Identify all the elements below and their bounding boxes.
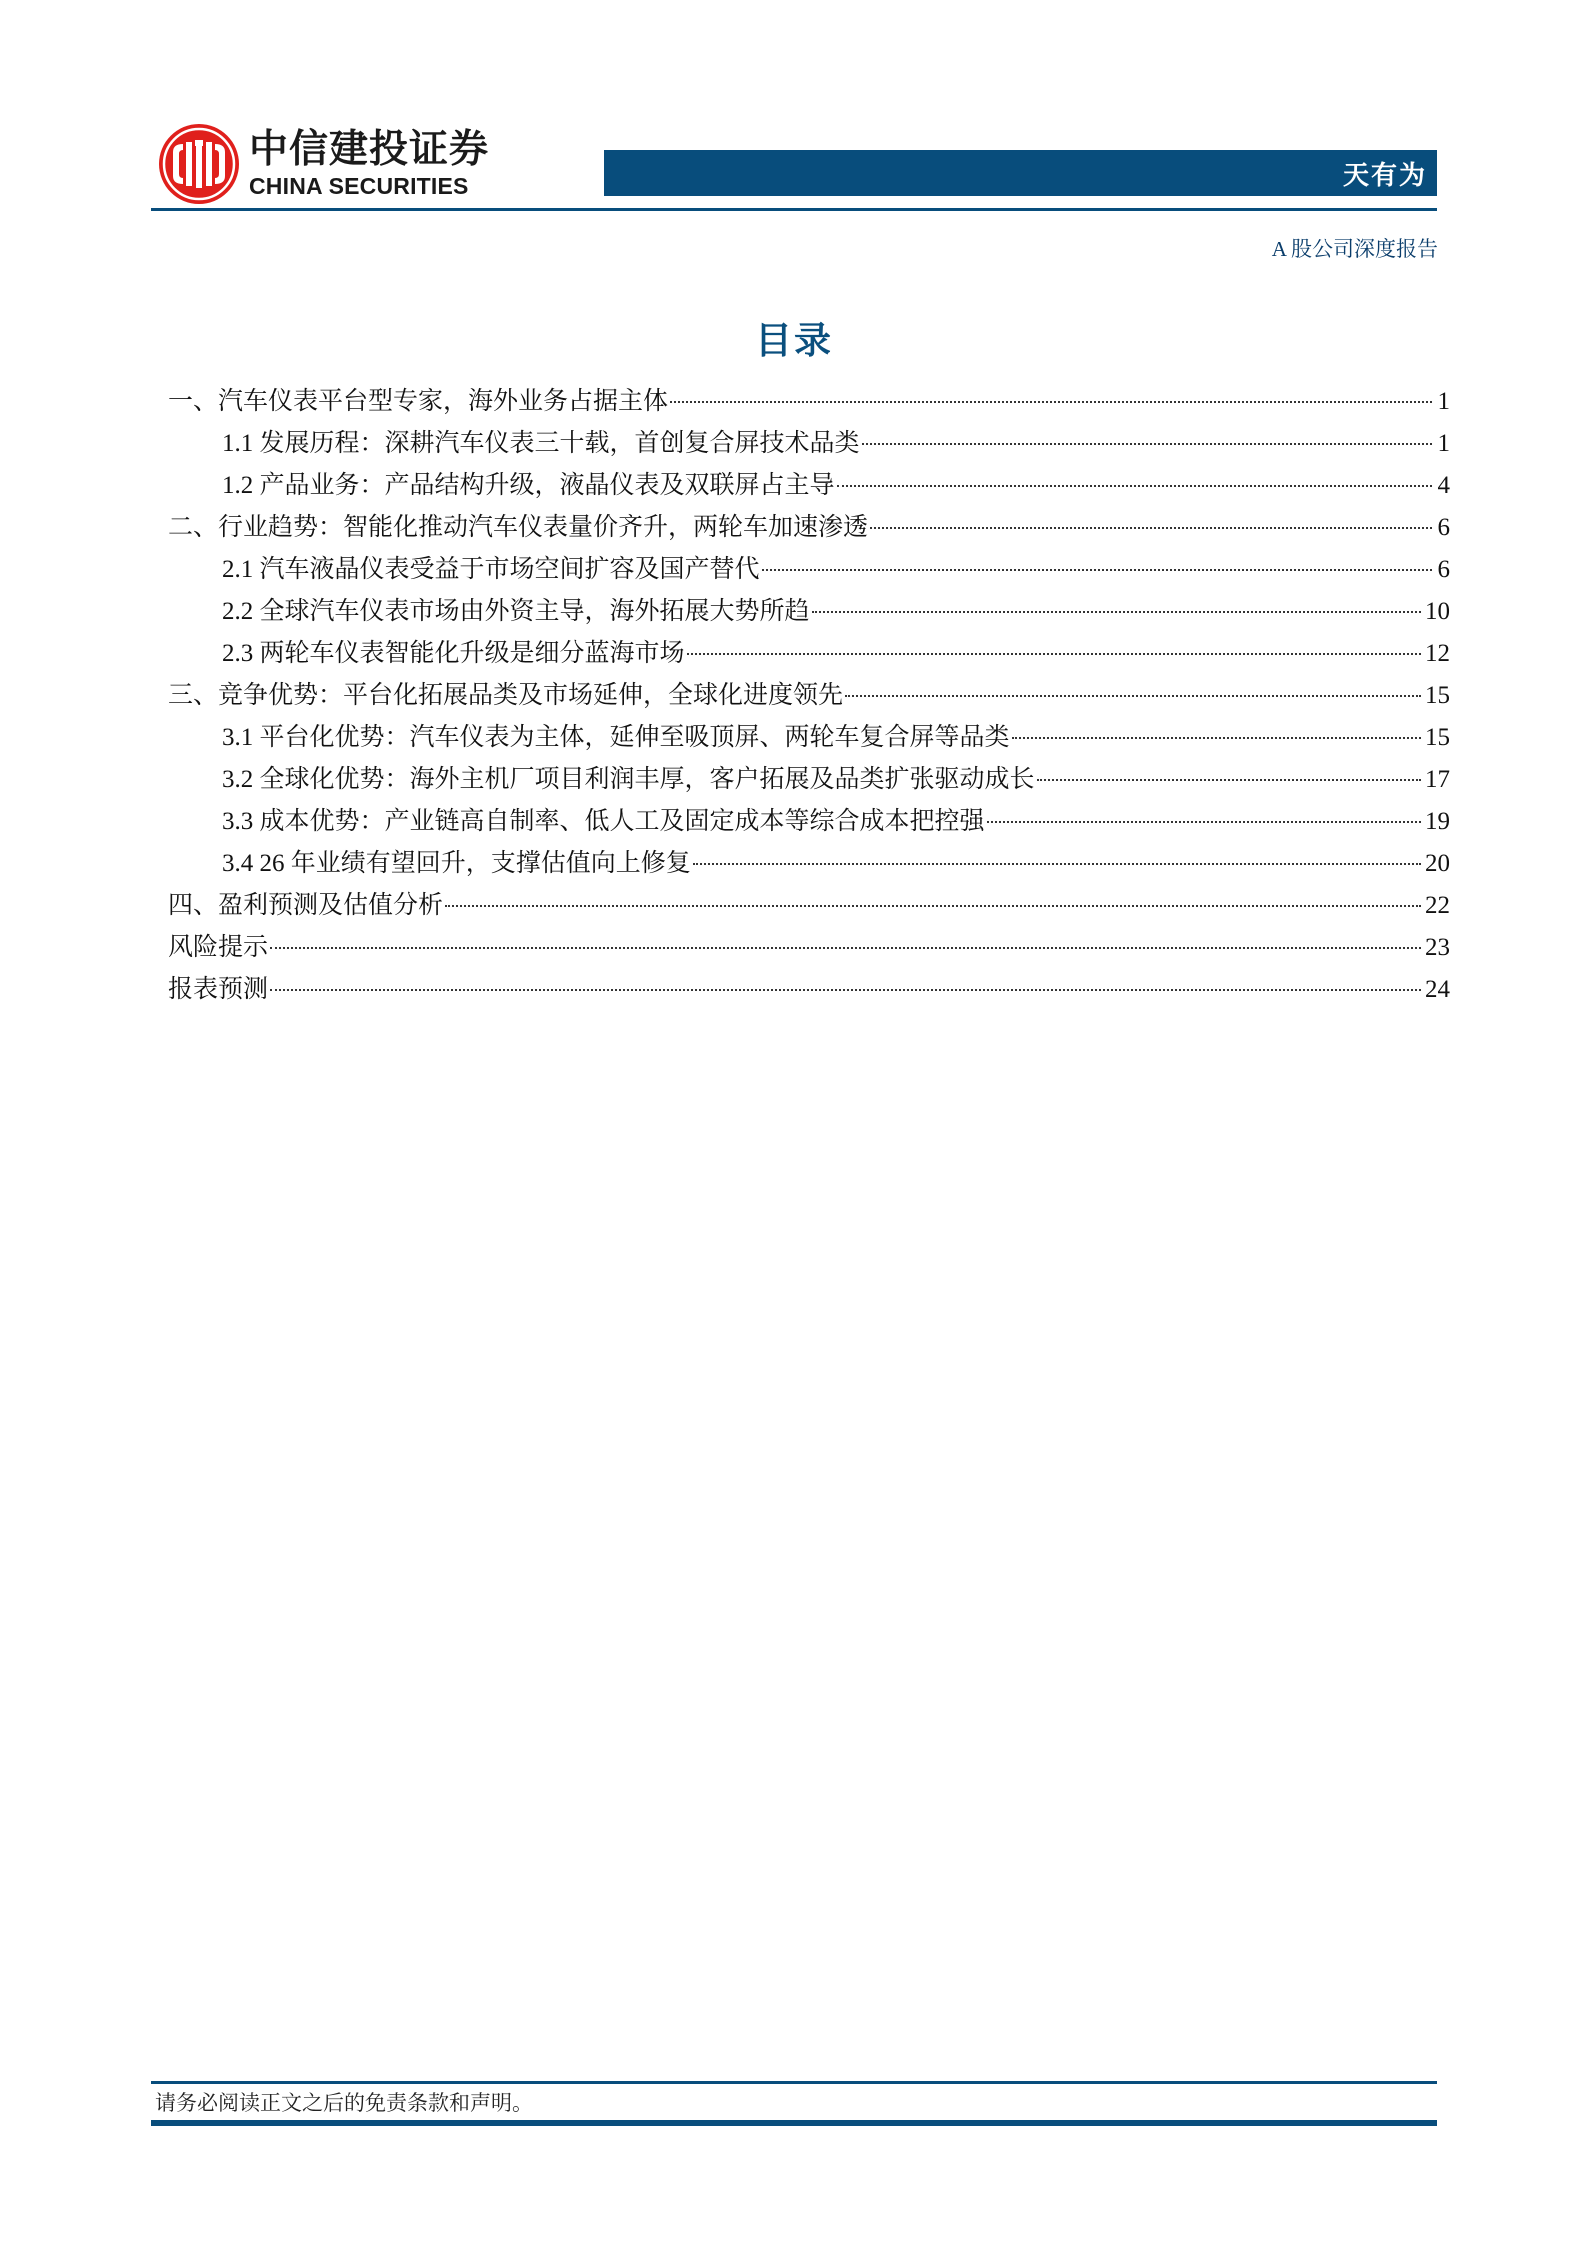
company-banner — [604, 150, 1437, 196]
toc-entry-label: 二、行业趋势：智能化推动汽车仪表量价齐升，两轮车加速渗透 — [168, 514, 869, 541]
toc-entry[interactable] — [168, 843, 1450, 885]
toc-entry[interactable] — [168, 423, 1450, 465]
toc-title: 目录 — [755, 319, 833, 362]
toc-entry-label: 风险提示 — [168, 934, 269, 961]
toc-entry[interactable] — [168, 927, 1450, 969]
toc-entry-label: 2.1 汽车液晶仪表受益于市场空间扩容及国产替代 — [222, 556, 760, 583]
toc-page-number: 12 — [1425, 640, 1450, 667]
toc-dot-leader — [870, 527, 1432, 529]
disclaimer-notice: 请务必阅读正文之后的免责条款和声明。 — [155, 2091, 533, 2115]
toc-entry-label: 3.1 平台化优势：汽车仪表为主体，延伸至吸顶屏、两轮车复合屏等品类 — [222, 724, 1010, 751]
toc-dot-leader — [1037, 779, 1421, 781]
toc-entry-label: 3.3 成本优势：产业链高自制率、低人工及固定成本等综合成本把控强 — [222, 808, 985, 835]
toc-page-number: 23 — [1425, 934, 1450, 961]
toc-dot-leader — [670, 401, 1432, 403]
toc-dot-leader — [837, 485, 1432, 487]
toc-entry-label: 一、汽车仪表平台型专家，海外业务占据主体 — [168, 388, 669, 415]
toc-entry[interactable] — [168, 801, 1450, 843]
toc-entry[interactable] — [168, 549, 1450, 591]
toc-page-number: 1 — [1437, 430, 1450, 457]
toc-entry-label: 四、盈利预测及估值分析 — [168, 892, 444, 919]
toc-entry[interactable] — [168, 675, 1450, 717]
toc-entry[interactable] — [168, 381, 1450, 423]
toc-page-number: 17 — [1425, 766, 1450, 793]
toc-entry[interactable] — [168, 591, 1450, 633]
table-of-contents — [168, 381, 1450, 1011]
toc-entry[interactable] — [168, 465, 1450, 507]
toc-entry-label: 三、竞争优势：平台化拓展品类及市场延伸，全球化进度领先 — [168, 682, 844, 709]
toc-page-number: 10 — [1425, 598, 1450, 625]
toc-entry-label: 2.3 两轮车仪表智能化升级是细分蓝海市场 — [222, 640, 685, 667]
header-divider — [151, 208, 1437, 211]
toc-page-number: 22 — [1425, 892, 1450, 919]
toc-entry[interactable] — [168, 633, 1450, 675]
toc-dot-leader — [445, 905, 1421, 907]
toc-entry[interactable] — [168, 885, 1450, 927]
toc-page-number: 1 — [1437, 388, 1450, 415]
toc-entry[interactable] — [168, 507, 1450, 549]
toc-dot-leader — [1012, 737, 1421, 739]
toc-entry[interactable] — [168, 969, 1450, 1011]
toc-page-number: 20 — [1425, 850, 1450, 877]
toc-entry[interactable] — [168, 717, 1450, 759]
citic-logo-icon — [157, 122, 241, 206]
logo-chinese-name: 中信建投证券 — [249, 127, 490, 172]
toc-page-number: 4 — [1437, 472, 1450, 499]
company-name: 天有为 — [1342, 160, 1427, 191]
toc-entry-label: 3.4 26 年业绩有望回升，支撑估值向上修复 — [222, 850, 691, 877]
toc-dot-leader — [812, 611, 1421, 613]
logo-english-name: CHINA SECURITIES — [249, 173, 469, 199]
toc-dot-leader — [270, 947, 1421, 949]
toc-dot-leader — [862, 443, 1432, 445]
toc-page-number: 24 — [1425, 976, 1450, 1003]
toc-dot-leader — [845, 695, 1421, 697]
toc-entry-label: 3.2 全球化优势：海外主机厂项目利润丰厚，客户拓展及品类扩张驱动成长 — [222, 766, 1035, 793]
toc-page-number: 6 — [1437, 514, 1450, 541]
footer-divider-top — [151, 2081, 1437, 2084]
report-type-label: A 股公司深度报告 — [1271, 237, 1438, 261]
toc-dot-leader — [687, 653, 1421, 655]
toc-entry[interactable] — [168, 759, 1450, 801]
toc-dot-leader — [762, 569, 1432, 571]
footer-divider-bottom — [151, 2120, 1437, 2126]
toc-entry-label: 报表预测 — [168, 976, 269, 1003]
toc-dot-leader — [987, 821, 1421, 823]
toc-page-number: 19 — [1425, 808, 1450, 835]
toc-page-number: 15 — [1425, 682, 1450, 709]
toc-entry-label: 1.1 发展历程：深耕汽车仪表三十载，首创复合屏技术品类 — [222, 430, 860, 457]
china-securities-logo — [157, 122, 489, 206]
toc-page-number: 15 — [1425, 724, 1450, 751]
toc-entry-label: 1.2 产品业务：产品结构升级，液晶仪表及双联屏占主导 — [222, 472, 835, 499]
toc-dot-leader — [693, 863, 1421, 865]
toc-entry-label: 2.2 全球汽车仪表市场由外资主导，海外拓展大势所趋 — [222, 598, 810, 625]
toc-page-number: 6 — [1437, 556, 1450, 583]
toc-dot-leader — [270, 989, 1421, 991]
